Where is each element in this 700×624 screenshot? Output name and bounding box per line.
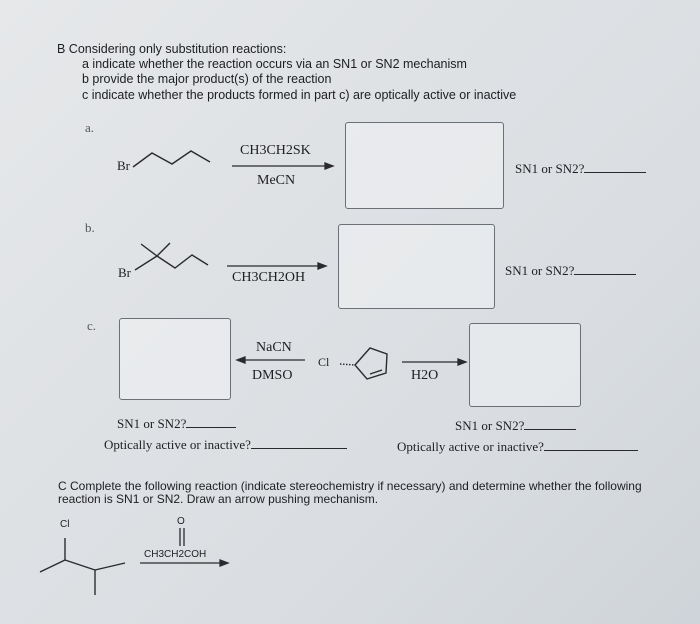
reaction-c-label: c. (87, 318, 97, 333)
reaction-c-left-optical-prompt: Optically active or inactive? (104, 437, 251, 452)
molecule-c (340, 348, 387, 379)
section-c-chloro: Cl (60, 519, 70, 530)
reaction-a-label: a. (85, 120, 95, 135)
header-item-a: a indicate whether the reaction occurs via an SN1 or SN2 mechanism (82, 57, 467, 71)
reaction-a-reagent-top: CH3CH2SK (240, 143, 311, 158)
reaction-b-bromo: Br (118, 265, 131, 280)
reaction-b-reagent: CH3CH2OH (232, 270, 306, 285)
reaction-a-reagent-bottom: MeCN (257, 173, 296, 188)
answer-blank-b[interactable] (574, 262, 636, 275)
arrow-c-right (402, 359, 466, 365)
reaction-c-right-mechanism-prompt: SN1 or SN2? (455, 418, 525, 433)
molecule-b (135, 243, 208, 270)
arrow-c-left (237, 357, 305, 363)
header-item-b: b provide the major product(s) of the reaction (82, 72, 332, 86)
reaction-c-right-optical-prompt: Optically active or inactive? (397, 439, 544, 454)
answer-blank-c-left-mechanism[interactable] (186, 415, 236, 428)
reaction-a-mechanism-prompt: SN1 or SN2? (515, 161, 585, 176)
reaction-b-mechanism (505, 262, 636, 279)
reaction-c-chloro: Cl (318, 355, 330, 369)
answer-blank-a[interactable] (584, 160, 646, 173)
section-c-reagent: CH3CH2COH (144, 549, 207, 560)
header-intro: B Considering only substitution reactions: (57, 42, 287, 56)
reaction-c-left-mechanism (117, 415, 236, 432)
product-box-c-right[interactable] (469, 323, 581, 407)
product-box-b[interactable] (338, 224, 495, 309)
reaction-c-reagent-right: H2O (411, 368, 439, 383)
molecule-a (133, 151, 210, 167)
arrow-section-c (140, 528, 228, 566)
reaction-c-left-mechanism-prompt: SN1 or SN2? (117, 416, 187, 431)
reaction-a-mechanism (515, 160, 646, 177)
section-c-instructions: C Complete the following reaction (indicate stereochemistry if necessary) and determine whether the following reaction is SN1 or SN2. Draw an arrow pushing mechanism. (58, 479, 642, 506)
molecule-section-c (40, 538, 125, 595)
product-box-a[interactable] (345, 122, 504, 209)
reaction-b-label: b. (85, 220, 95, 235)
section-c-carbonyl-oxygen: O (177, 516, 185, 527)
answer-blank-c-left-optical[interactable] (251, 436, 347, 449)
header-item-c: c indicate whether the products formed in part c) are optically active or inactive (82, 88, 517, 102)
reaction-c-reagent-left-bottom: DMSO (252, 368, 293, 383)
reaction-c-reagent-left-top: NaCN (256, 340, 292, 355)
reaction-c-right-optical (397, 438, 638, 455)
reaction-a-bromo: Br (117, 158, 130, 173)
reaction-c-right-mechanism (455, 417, 576, 434)
answer-blank-c-right-optical[interactable] (544, 438, 638, 451)
reaction-b-mechanism-prompt: SN1 or SN2? (505, 263, 575, 278)
arrow-a (232, 163, 333, 169)
arrow-b (227, 263, 326, 269)
answer-blank-c-right-mechanism[interactable] (524, 417, 576, 430)
product-box-c-left[interactable] (119, 318, 231, 400)
reaction-c-left-optical (104, 436, 347, 453)
